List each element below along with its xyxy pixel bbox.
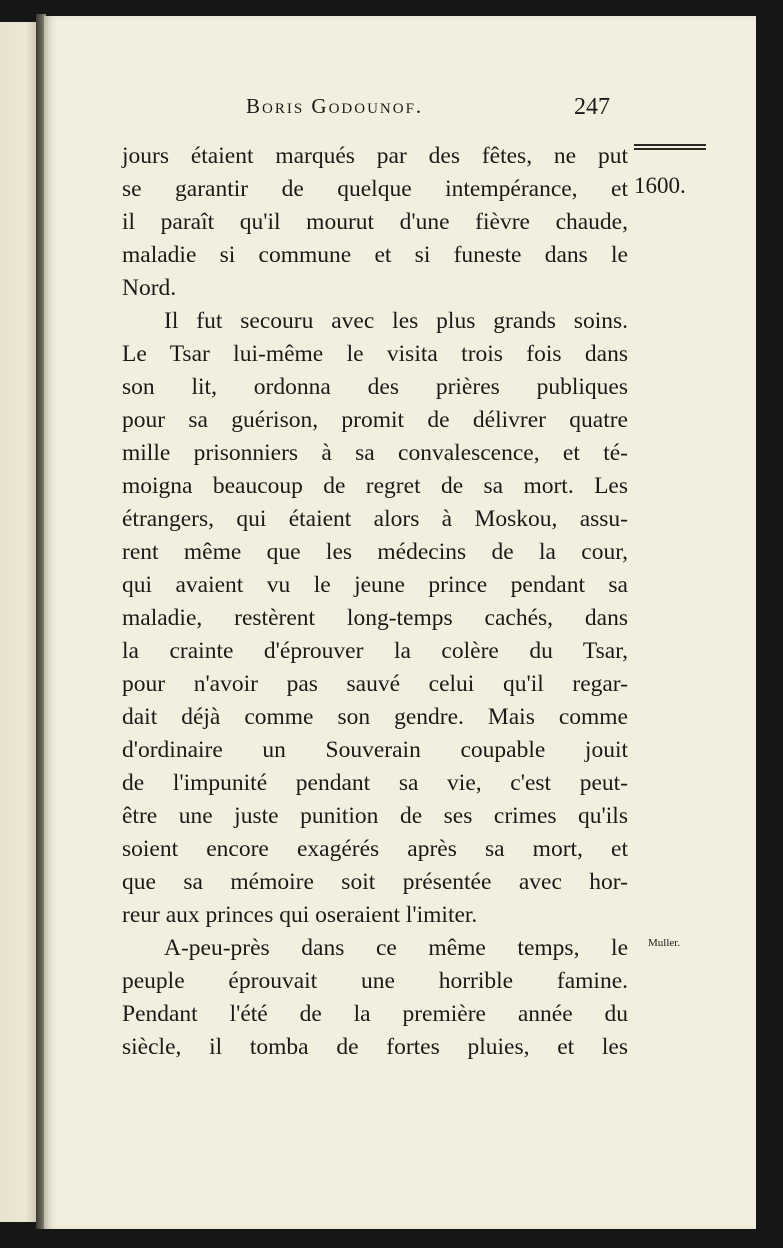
text-line: soient encore exagérés après sa mort, et	[122, 836, 628, 862]
text-line: A-peu-près dans ce même temps, le	[164, 935, 628, 961]
text-line: se garantir de quelque intempérance, et	[122, 176, 628, 202]
text-line: il paraît qu'il mourut d'une fièvre chaude,	[122, 209, 628, 235]
text-line: Le Tsar lui-même le visita trois fois dans	[122, 341, 628, 367]
text-line: Nord.	[122, 275, 177, 301]
text-line: rent même que les médecins de la cour,	[122, 539, 628, 565]
text-line: que sa mémoire soit présentée avec hor-	[122, 869, 628, 895]
running-head: Boris Godounof.	[246, 94, 424, 118]
text-line: Il fut secouru avec les plus grands soins.	[164, 308, 628, 334]
text-line: d'ordinaire un Souverain coupable jouit	[122, 737, 628, 763]
text-line: reur aux princes qui oseraient l'imiter.	[122, 902, 478, 928]
paragraph	[122, 305, 628, 932]
text-line: pour n'avoir pas sauvé celui qu'il regar-	[122, 671, 628, 697]
text-line: maladie si commune et si funeste dans le	[122, 242, 628, 268]
page-header	[44, 94, 756, 124]
paragraph	[122, 932, 628, 1064]
text-line: dait déjà comme son gendre. Mais comme	[122, 704, 628, 730]
margin-source-note: Muller.	[648, 937, 681, 949]
text-line: la crainte d'éprouver la colère du Tsar,	[122, 638, 628, 664]
book-page	[44, 16, 756, 1229]
text-line: Pendant l'été de la première année du	[122, 1001, 628, 1027]
text-line: siècle, il tomba de fortes pluies, et les	[122, 1034, 628, 1060]
page-number: 247	[574, 94, 610, 120]
text-line: maladie, restèrent long-temps cachés, dans	[122, 605, 628, 631]
text-line: qui avaient vu le jeune prince pendant sa	[122, 572, 628, 598]
margin-rule-ornament	[634, 144, 706, 154]
text-line: étrangers, qui étaient alors à Moskou, assu-	[122, 506, 628, 532]
facing-page-edge	[0, 22, 38, 1222]
text-line: être une juste punition de ses crimes qu'ils	[122, 803, 628, 829]
text-line: mille prisonniers à sa convalescence, et té-	[122, 440, 628, 466]
body-text	[122, 140, 628, 1064]
text-line: peuple éprouvait une horrible famine.	[122, 968, 628, 994]
text-line: moigna beaucoup de regret de sa mort. Les	[122, 473, 628, 499]
text-line: jours étaient marqués par des fêtes, ne put	[122, 143, 628, 169]
margin-year-note: 1600.	[634, 173, 686, 198]
text-line: son lit, ordonna des prières publiques	[122, 374, 628, 400]
paragraph	[122, 140, 628, 305]
text-line: de l'impunité pendant sa vie, c'est peut-	[122, 770, 628, 796]
text-line: pour sa guérison, promit de délivrer quatre	[122, 407, 628, 433]
